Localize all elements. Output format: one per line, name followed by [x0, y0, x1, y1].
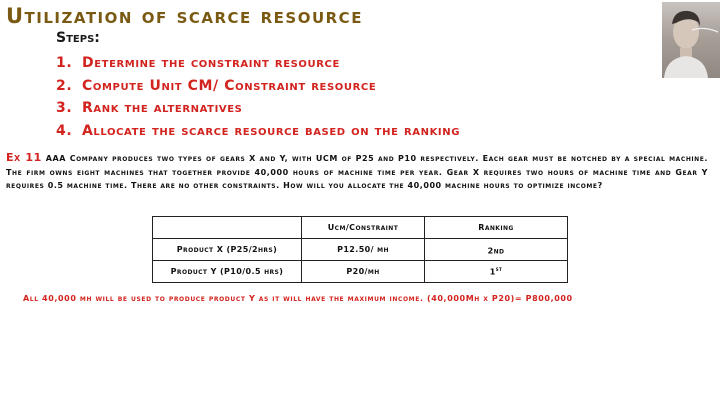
step-number: 1.: [56, 55, 73, 71]
table-row: [153, 261, 568, 283]
step-text: Allocate the scarce resource based on the ranking: [82, 122, 461, 139]
step-item: [56, 75, 460, 98]
table-row: [153, 239, 568, 261]
table-cell-ucm: P12.50/ mh: [302, 239, 425, 261]
steps-list: [56, 52, 460, 142]
slide-title: Utilization of scarce resource: [6, 4, 363, 28]
step-text: Determine the constraint resource: [82, 55, 340, 71]
table-header: Ucm/Constraint: [302, 217, 425, 239]
step-text: Rank the alternatives: [82, 100, 243, 116]
table-header-row: [153, 217, 568, 239]
step-number: 2.: [56, 77, 73, 94]
ranking-table: [152, 216, 568, 283]
rank-value: 1: [489, 267, 496, 277]
table-cell-rank: [425, 239, 568, 261]
step-number: 4.: [56, 122, 73, 139]
step-item: [56, 97, 460, 120]
rank-suffix: st: [495, 266, 503, 274]
step-item: [56, 52, 460, 75]
table-cell-product: Product X (P25/2hrs): [153, 239, 302, 261]
presenter-photo-icon: [662, 2, 720, 78]
example-label: Ex 11: [6, 151, 42, 164]
steps-label: Steps:: [56, 30, 100, 46]
rank-value: 2nd: [487, 246, 505, 256]
table-header: [153, 217, 302, 239]
example-problem: [6, 151, 708, 193]
table-cell-ucm: P20/mh: [302, 261, 425, 283]
table-header: Ranking: [425, 217, 568, 239]
step-text: Compute Unit CM/ Constraint resource: [82, 77, 377, 94]
table-cell-product: Product Y (P10/0.5 hrs): [153, 261, 302, 283]
example-text: AAA Company produces two types of gears X and Y, with UCM of P25 and P10 respectively. Each gear must be notched by a special machine. The firm owns eight machines that together provide 40,000 hours of machine time per year. Gear X requires two hours of machine time and Gear Y requires 0.5 machine time. There are no other constraints. How will you allocate the 40,000 machine hours to optimize income?: [6, 154, 708, 190]
conclusion-text: All 40,000 mh will be used to produce product Y as it will have the maximum income. (40,000Mh x P20)= P800,000: [23, 294, 573, 303]
presenter-silhouette-icon: [662, 2, 720, 78]
table-cell-rank: [425, 261, 568, 283]
step-item: [56, 120, 460, 143]
step-number: 3.: [56, 100, 73, 116]
